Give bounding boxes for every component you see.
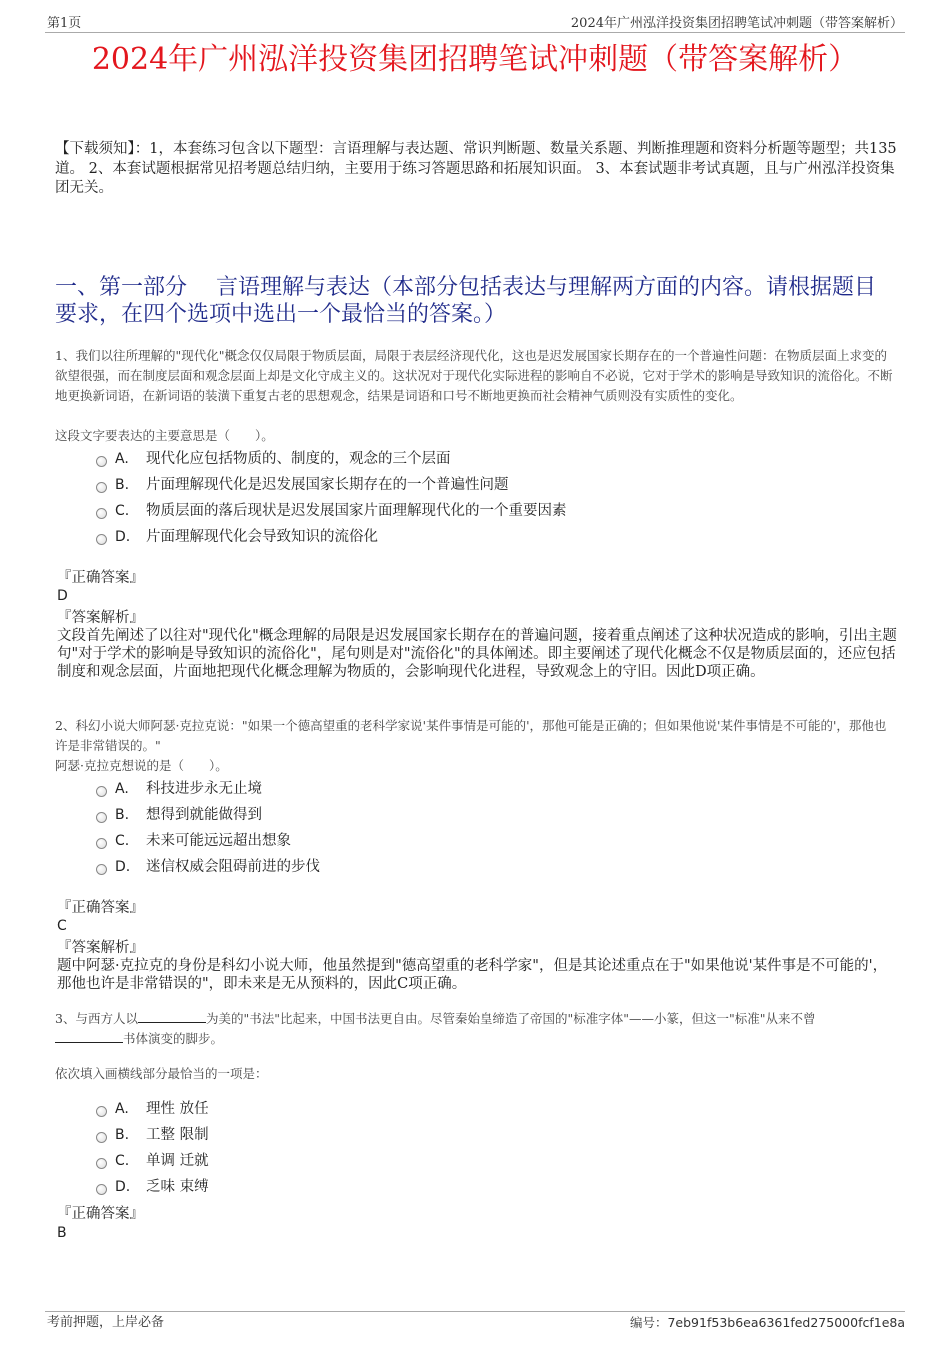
q1-option-d[interactable]: D. 片面理解现代化会导致知识的流俗化 xyxy=(96,527,378,547)
q3-option-a[interactable]: A. 理性 放任 xyxy=(96,1099,209,1119)
header-divider xyxy=(45,32,905,33)
radio-icon[interactable] xyxy=(96,1158,107,1169)
q3-option-b[interactable]: B. 工整 限制 xyxy=(96,1125,209,1145)
radio-icon[interactable] xyxy=(96,786,107,797)
q3-answer: B xyxy=(57,1225,67,1241)
radio-icon[interactable] xyxy=(96,482,107,493)
q1-option-c[interactable]: C. 物质层面的落后现状是迟发展国家片面理解现代化的一个重要因素 xyxy=(96,501,567,521)
radio-icon[interactable] xyxy=(96,1184,107,1195)
section-heading: 一、第一部分 言语理解与表达（本部分包括表达与理解两方面的内容。请根据题目要求，在四个选项中选出一个最恰当的答案。） xyxy=(55,275,876,327)
correct-answer-label: 『正确答案』 xyxy=(57,1206,144,1222)
q2-option-d[interactable]: D. 迷信权威会阻碍前进的步伐 xyxy=(96,857,320,877)
footer-slogan: 考前押题，上岸必备 xyxy=(47,1315,165,1330)
page-number: 第1页 xyxy=(47,16,82,31)
header-doc-title: 2024年广州泓洋投资集团招聘笔试冲刺题（带答案解析） xyxy=(570,16,903,31)
analysis-label: 『答案解析』 xyxy=(57,940,144,956)
q3-option-d[interactable]: D. 乏味 束缚 xyxy=(96,1177,209,1197)
footer-serial: 编号：7eb91f53b6ea6361fed275000fcf1e8a xyxy=(629,1315,905,1330)
footer-divider xyxy=(45,1311,905,1312)
document-title: 2024年广州泓洋投资集团招聘笔试冲刺题（带答案解析） xyxy=(91,42,859,77)
radio-icon[interactable] xyxy=(96,812,107,823)
q2-option-b[interactable]: B. 想得到就能做得到 xyxy=(96,805,262,825)
radio-icon[interactable] xyxy=(96,456,107,467)
q2-answer: C xyxy=(57,918,67,934)
q1-answer: D xyxy=(57,588,68,604)
radio-icon[interactable] xyxy=(96,1106,107,1117)
radio-icon[interactable] xyxy=(96,508,107,519)
q2-analysis: 题中阿瑟·克拉克的身份是科幻小说大师，他虽然提到"德高望重的老科学家"，但是其论述重点在于"如果他说'某件事是不可能的'，那他也许是非常错误的"，即未来是无从预料的，因此C项正确。 xyxy=(57,958,888,992)
question-3-text: 3、与西方人以 为美的"书法"比起来，中国书法更自由。尽管秦始皇缔造了帝国的"标准字体"——小篆，但这一"标准"从来不曾 书体演变的脚步。 xyxy=(55,1011,816,1046)
q1-option-b[interactable]: B. 片面理解现代化是迟发展国家长期存在的一个普遍性问题 xyxy=(96,475,509,495)
fill-blank xyxy=(55,1030,123,1043)
question-2-text: 2、科幻小说大师阿瑟·克拉克说："如果一个德高望重的老科学家说'某件事情是可能的'，那他可能是正确的；但如果他说'某件事情是不可能的'，那他也许是非常错误的。" xyxy=(55,718,887,753)
q3-option-c[interactable]: C. 单调 迁就 xyxy=(96,1151,209,1171)
correct-answer-label: 『正确答案』 xyxy=(57,900,144,916)
question-2-stem: 阿瑟·克拉克想说的是（ ）。 xyxy=(55,758,228,773)
question-1-stem: 这段文字要表达的主要意思是（ ）。 xyxy=(55,428,274,443)
correct-answer-label: 『正确答案』 xyxy=(57,570,144,586)
fill-blank xyxy=(138,1010,206,1023)
q2-option-a[interactable]: A. 科技进步永无止境 xyxy=(96,779,262,799)
radio-icon[interactable] xyxy=(96,838,107,849)
q2-option-c[interactable]: C. 未来可能远远超出想象 xyxy=(96,831,291,851)
radio-icon[interactable] xyxy=(96,864,107,875)
analysis-label: 『答案解析』 xyxy=(57,610,144,626)
radio-icon[interactable] xyxy=(96,1132,107,1143)
radio-icon[interactable] xyxy=(96,534,107,545)
question-1-text: 1、我们以往所理解的"现代化"概念仅仅局限于物质层面，局限于表层经济现代化，这也是迟发展国家长期存在的一个普遍性问题：在物质层面上求变的欲望很强，而在制度层面和观念层面上却是文化守成主义的。这状况对于现代化实际进程的影响自不必说，它对于学术的影响是导致知识的流俗化。不断地更换新词语，在新词语的装潢下重复古老的思想观念，结果是词语和口号不断地更换而社会精神气质则没有实质性的变化。 xyxy=(55,348,893,403)
q1-option-a[interactable]: A. 现代化应包括物质的、制度的，观念的三个层面 xyxy=(96,449,451,469)
question-3-stem: 依次填入画横线部分最恰当的一项是： xyxy=(55,1066,268,1081)
q1-analysis: 文段首先阐述了以往对"现代化"概念理解的局限是迟发展国家长期存在的普遍问题，接着重点阐述了这种状况造成的影响，引出主题句"对于学术的影响是导致知识的流俗化"，尾句则是对"流俗化"的具体阐述。即主要阐述了现代化概念不仅是物质层面的，还应包括制度和观念层面，片面地把现代化概念理解为物质的，会影响现代化进程，导致观念上的守旧。因此D项正确。 xyxy=(57,628,897,680)
download-notice: 【下载须知】：1，本套练习包含以下题型：言语理解与表达题、常识判断题、数量关系题、判断推理题和资料分析题等题型；共135道。 2、本套试题根据常见招考题总结归纳，主要用于练习答题思路和拓展知识面。 3、本套试题非考试真题，且与广州泓洋投资集团无关。 xyxy=(55,141,897,196)
